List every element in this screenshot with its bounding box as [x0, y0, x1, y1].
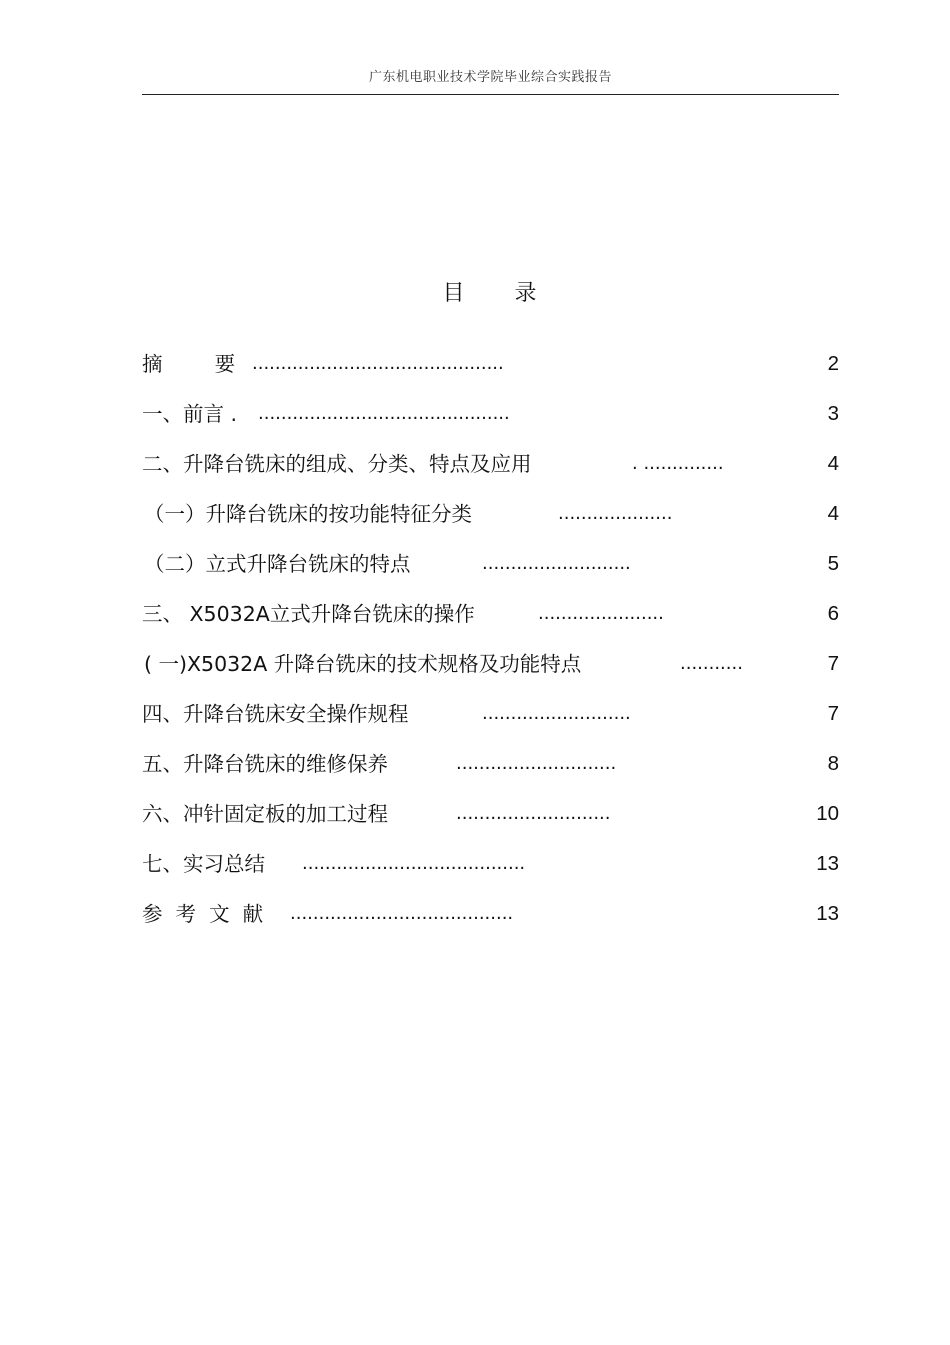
toc-entry-leader: .......................... — [482, 703, 631, 724]
toc-entry-preface[interactable] — [142, 400, 839, 450]
toc-entry-leader: ....................................... — [302, 853, 526, 874]
toc-title-char-1: 目 — [442, 281, 467, 306]
table-of-contents — [142, 350, 839, 950]
toc-entry-label: 一、前言 . — [142, 402, 238, 426]
toc-entry-page: 5 — [827, 552, 839, 575]
toc-entry-section-2-2[interactable] — [142, 550, 839, 600]
toc-entry-label: 六、冲针固定板的加工过程 — [142, 802, 388, 826]
toc-entry-page: 13 — [816, 852, 839, 875]
toc-entry-page: 6 — [827, 602, 839, 625]
toc-entry-references[interactable] — [142, 900, 839, 950]
toc-entry-leader: ...................... — [538, 603, 664, 624]
toc-entry-label: 四、升降台铣床安全操作规程 — [142, 702, 409, 726]
toc-title — [142, 276, 839, 307]
toc-entry-page: 2 — [827, 352, 839, 375]
toc-entry-section-6[interactable] — [142, 800, 839, 850]
toc-entry-label: 五、升降台铣床的维修保养 — [142, 752, 388, 776]
toc-entry-leader: ....................................... — [290, 903, 514, 924]
toc-entry-leader: ........... — [680, 653, 743, 674]
toc-entry-label: 七、实习总结 — [142, 852, 265, 876]
toc-entry-section-3[interactable] — [142, 600, 839, 650]
toc-entry-page: 8 — [827, 752, 839, 775]
toc-entry-leader: . .............. — [632, 453, 724, 474]
toc-entry-label: 摘 要 — [142, 352, 236, 376]
toc-entry-page: 3 — [827, 402, 839, 425]
toc-entry-page: 13 — [816, 902, 839, 925]
toc-entry-leader: .......................... — [482, 553, 631, 574]
toc-entry-page: 4 — [827, 502, 839, 525]
toc-entry-abstract[interactable] — [142, 350, 839, 400]
toc-entry-leader: ............................................ — [258, 403, 510, 424]
toc-entry-label: 参 考 文 献 — [142, 902, 264, 926]
toc-entry-page: 7 — [827, 652, 839, 675]
toc-entry-section-4[interactable] — [142, 700, 839, 750]
toc-entry-page: 10 — [816, 802, 839, 825]
toc-entry-section-2[interactable] — [142, 450, 839, 500]
header-divider — [142, 94, 839, 95]
toc-entry-leader: ............................ — [456, 753, 617, 774]
toc-entry-label: ( 一)X5032A 升降台铣床的技术规格及功能特点 — [144, 652, 582, 676]
toc-entry-label: （一）升降台铣床的按功能特征分类 — [144, 502, 472, 526]
toc-entry-section-5[interactable] — [142, 750, 839, 800]
toc-entry-label: 二、升降台铣床的组成、分类、特点及应用 — [142, 452, 532, 476]
toc-entry-page: 4 — [827, 452, 839, 475]
toc-title-char-2: 录 — [514, 281, 539, 306]
toc-entry-section-2-1[interactable] — [142, 500, 839, 550]
toc-entry-leader: ........................... — [456, 803, 611, 824]
toc-entry-page: 7 — [827, 702, 839, 725]
toc-entry-leader: .................... — [558, 503, 673, 524]
toc-entry-section-7[interactable] — [142, 850, 839, 900]
toc-entry-leader: ............................................ — [252, 353, 504, 374]
toc-entry-label: 三、 X5032A立式升降台铣床的操作 — [142, 602, 475, 626]
page-header-title: 广东机电职业技术学院毕业综合实践报告 — [368, 70, 612, 85]
toc-entry-label: （二）立式升降台铣床的特点 — [144, 552, 411, 576]
toc-entry-section-3-1[interactable] — [142, 650, 839, 700]
